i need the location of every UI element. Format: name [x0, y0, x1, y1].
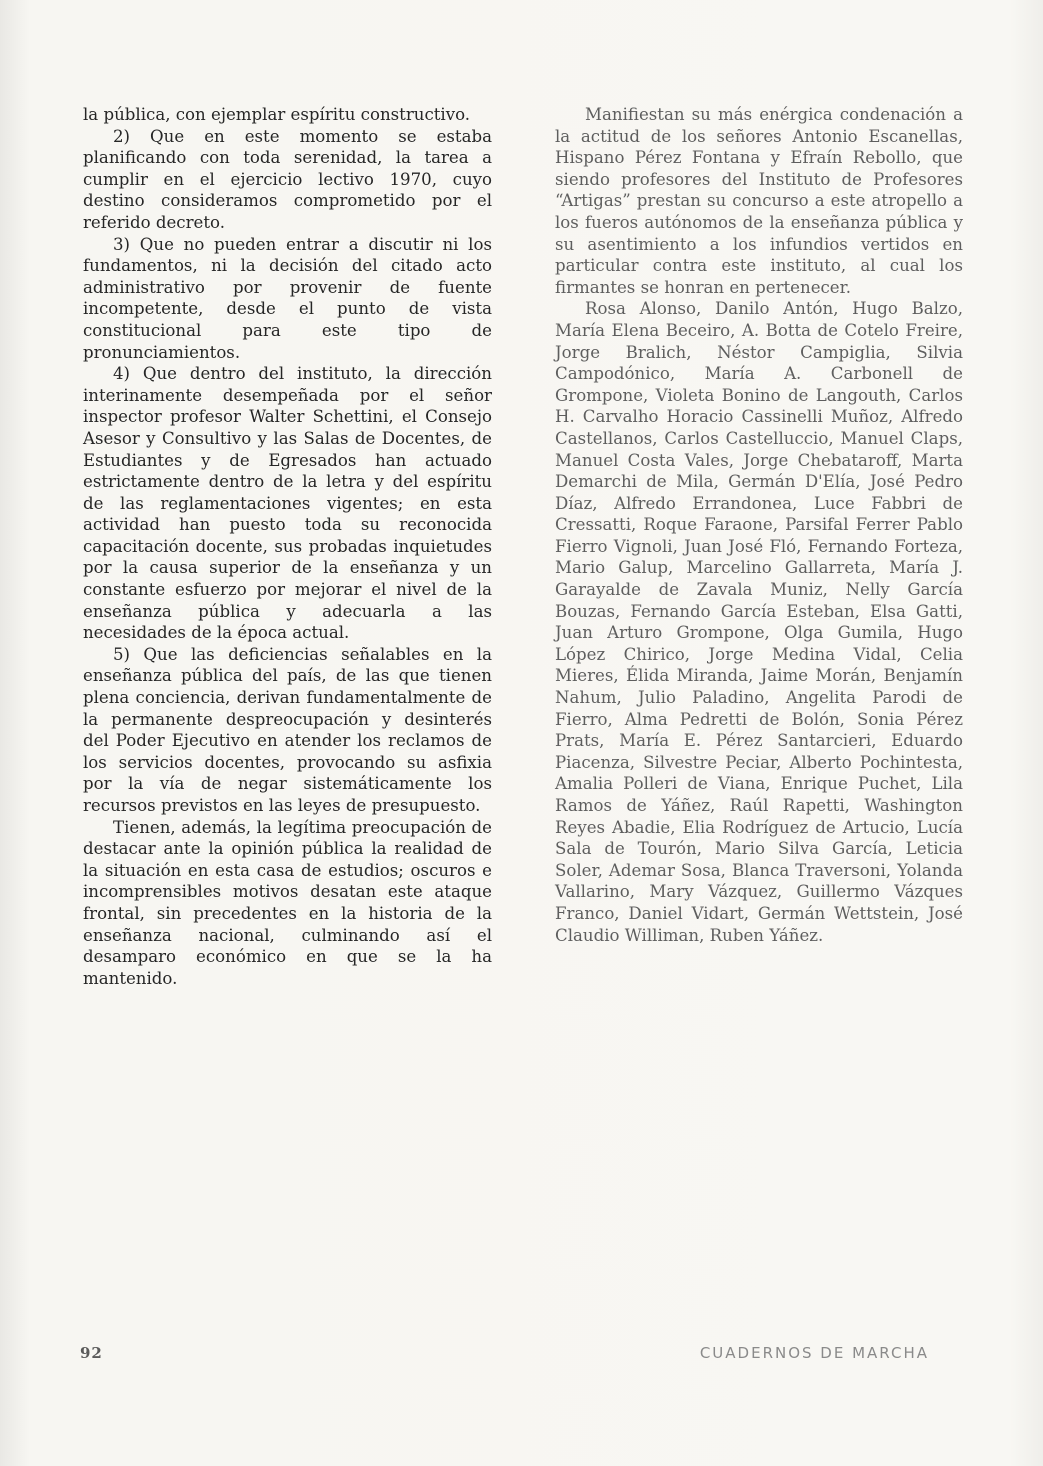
paragraph: 4) Que dentro del instituto, la dirección interinamente desempeñada por el señor inspector profesor Walter Schettini, el Consejo Asesor y Consultivo y las Salas de Docentes, de Estudiantes y de Egresados han actuado estrictamente dentro de la letra y del espíritu de las reglamentaciones vigentes; en esta actividad han puesto toda su reconocida capacitación docente, sus probadas inquietudes por la causa superior de la enseñanza y un constante esfuerzo por mejorar el nivel de la enseñanza pública y adecuarla a las necesidades de la época actual. — [83, 364, 492, 643]
signatories-list: Rosa Alonso, Danilo Antón, Hugo Balzo, María Elena Beceiro, A. Botta de Cotelo Freire, Jorge Bralich, Néstor Campiglia, Silvia Campodónico, María A. Carbonell de Grompone, Violeta Bonino de Langouth, Carlos H. Carvalho Horacio Cassinelli Muñoz, Alfredo Castellanos, Carlos Castelluccio, Manuel Claps, Manuel Costa Vales, Jorge Chebataroff, Marta Demarchi de Mila, Germán D'Elía, José Pedro Díaz, Alfredo Errandonea, Luce Fabbri de Cressatti, Roque Faraone, Parsifal Ferrer Pablo Fierro Vignoli, Juan José Fló, Fernando Forteza, Mario Galup, Marcelino Gallarreta, María J. Garayalde de Zavala Muniz, Nelly García Bouzas, Fernando García Esteban, Elsa Gatti, Juan Arturo Grompone, Olga Gumila, Hugo López Chirico, Jorge Medina Vidal, Celia Mieres, Élida Miranda, Jaime Morán, Benjamín Nahum, Julio Paladino, Angelita Parodi de Fierro, Alma Pedretti de Bolón, Sonia Pérez Prats, María E. Pérez Santarcieri, Eduardo Piacenza, Silvestre Peciar, Alberto Pochintesta, Amalia Polleri de Viana, Enrique Puchet, Lila Ramos de Yáñez, Raúl Rapetti, Washington Reyes Abadie, Elia Rodríguez de Artucio, Lucía Sala de Tourón, Mario Silva García, Leticia Soler, Ademar Sosa, Blanca Traversoni, Yolanda Vallarino, Mary Vázquez, Guillermo Vázques Franco, Daniel Vidart, Germán Wettstein, José Claudio Williman, Ruben Yáñez. — [555, 299, 963, 945]
page-number: 92 — [80, 1344, 103, 1362]
paragraph: Tienen, además, la legítima preocupación de destacar ante la opinión pública la realidad de la situación en esta casa de estudios; oscuros e incomprensibles motivos desatan este ataque frontal, sin precedentes en la historia de la enseñanza nacional, culminando así el desamparo económico en que se la ha mantenido. — [83, 817, 492, 988]
paragraph: 5) Que las deficiencias señalables en la enseñanza pública del país, de las que tienen plena conciencia, derivan fundamentalmente de la permanente despreocupación y desinterés del Poder Ejecutivo en atender los reclamos de los servicios docentes, provocando su asfixia por la vía de negar sistemáticamente los recursos previstos en las leyes de presupuesto. — [83, 644, 492, 815]
left-column — [83, 104, 492, 989]
paragraph: la pública, con ejemplar espíritu constructivo. — [83, 105, 471, 124]
paragraph: 3) Que no pueden entrar a discutir ni los fundamentos, ni la decisión del citado acto administrativo por provenir de fuente incompetente, desde el punto de vista constitucional para este tipo de pronunciamientos. — [83, 234, 492, 362]
running-title: CUADERNOS DE MARCHA — [699, 1344, 929, 1362]
right-column — [555, 104, 963, 946]
paragraph: Manifiestan su más enérgica condenación a la actitud de los señores Antonio Escanellas, Hispano Pérez Fontana y Efraín Rebollo, que siendo profesores del Instituto de Profesores “Artigas” prestan su concurso a este atropello a los fueros autónomos de la enseñanza pública y su asentimiento a los infundios vertidos en particular contra este instituto, al cual los firmantes se honran en pertenecer. — [555, 105, 963, 297]
paragraph: 2) Que en este momento se estaba planificando con toda serenidad, la tarea a cumplir en el ejercicio lectivo 1970, cuyo destino consideramos comprometido por el referido decreto. — [83, 126, 492, 232]
